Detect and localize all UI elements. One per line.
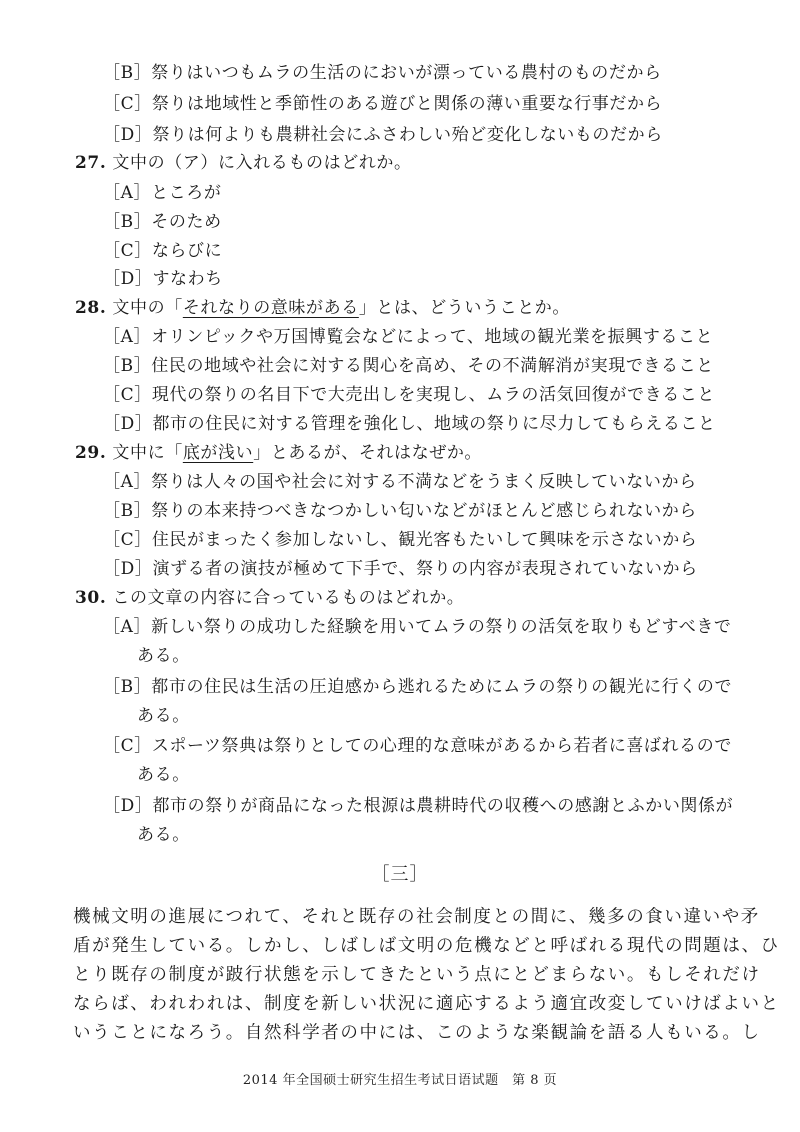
q29-option-d: ［D］演ずる者の演技が極めて下手で、祭りの内容が表現されていないから [103, 559, 698, 579]
q30-option-b-cont: ある。 [137, 706, 190, 726]
q30-option-c: ［C］スポーツ祭典は祭りとしての心理的な意味があるから若者に喜ばれるので [103, 736, 732, 756]
q30-stem: 30. この文章の内容に合っているものはどれか。 [75, 588, 465, 608]
q26-option-b: ［B］祭りはいつもムラの生活のにおいが漂っている農村のものだから [103, 63, 662, 83]
q27-option-c: ［C］ならびに [103, 241, 223, 261]
q30-option-d: ［D］都市の祭りが商品になった根源は農耕時代の収穫への感謝とふかい関係が [103, 796, 734, 816]
q26-option-d: ［D］祭りは何よりも農耕社会にふさわしい殆ど変化しないものだから [103, 125, 663, 145]
q28-stem: 28. 文中の「それなりの意味がある」とは、どういうことか。 [75, 298, 571, 318]
q27-option-d: ［D］すなわち [103, 269, 223, 289]
q28-underlined-phrase: それなりの意味がある [182, 298, 359, 318]
section-heading: ［三］ [371, 864, 429, 885]
q30-option-c-cont: ある。 [137, 765, 190, 785]
q28-option-d: ［D］都市の住民に対する管理を強化し、地域の祭りに尽力してもらえること [103, 414, 716, 434]
q28-option-c: ［C］現代の祭りの名目下で大売出しを実現し、ムラの活気回復ができること [103, 385, 716, 405]
q30-option-b: ［B］都市の住民は生活の圧迫感から逃れるためにムラの祭りの観光に行くので [103, 677, 733, 697]
q29-option-c: ［C］住民がまったく参加しないし、観光客もたいして興味を示さないから [103, 530, 698, 550]
passage-line: 盾が発生している。しかし、しばしば文明の危機などと呼ばれる現代の問題は、ひ [73, 936, 780, 956]
q27-stem: 27. 文中の（ア）に入れるものはどれか。 [75, 153, 412, 173]
q27-option-b: ［B］そのため [103, 212, 222, 232]
passage-line: いうことになろう。自然科学者の中には、このような楽観論を語る人もいる。し [73, 1023, 761, 1043]
q30-option-d-cont: ある。 [137, 825, 190, 845]
q26-option-c: ［C］祭りは地域性と季節性のある遊びと関係の薄い重要な行事だから [103, 94, 663, 114]
q30-option-a: ［A］新しい祭りの成功した経験を用いてムラの祭りの活気を取りもどすべきで [103, 617, 732, 637]
page-footer: 2014 年全国硕士研究生招生考试日语试题 第 8 页 [242, 1073, 558, 1088]
q28-option-a: ［A］オリンピックや万国博覧会などによって、地域の観光業を振興すること [103, 327, 714, 347]
passage-line: とり既存の制度が跛行状態を示してきたという点にとどまらない。もしそれだけ [73, 965, 761, 985]
q29-stem: 29. 文中に「底が浅い」とあるが、それはなぜか。 [75, 443, 483, 463]
q29-underlined-phrase: 底が浅い [182, 443, 254, 463]
q27-option-a: ［A］ところが [103, 183, 222, 203]
q29-option-a: ［A］祭りは人々の国や社会に対する不満などをうまく反映していないから [103, 472, 697, 492]
q30-option-a-cont: ある。 [137, 646, 190, 666]
q29-option-b: ［B］祭りの本来持つべきなつかしい匂いなどがほとんど感じられないから [103, 501, 697, 521]
passage-line: 機械文明の進展につれて、それと既存の社会制度との間に、幾多の食い違いや矛 [73, 907, 760, 927]
passage-line: ならば、われわれは、制度を新しい状況に適応するよう適宜改変していけばよいと [73, 994, 780, 1014]
q28-option-b: ［B］住民の地域や社会に対する関心を高め、その不満解消が実現できること [103, 356, 714, 376]
